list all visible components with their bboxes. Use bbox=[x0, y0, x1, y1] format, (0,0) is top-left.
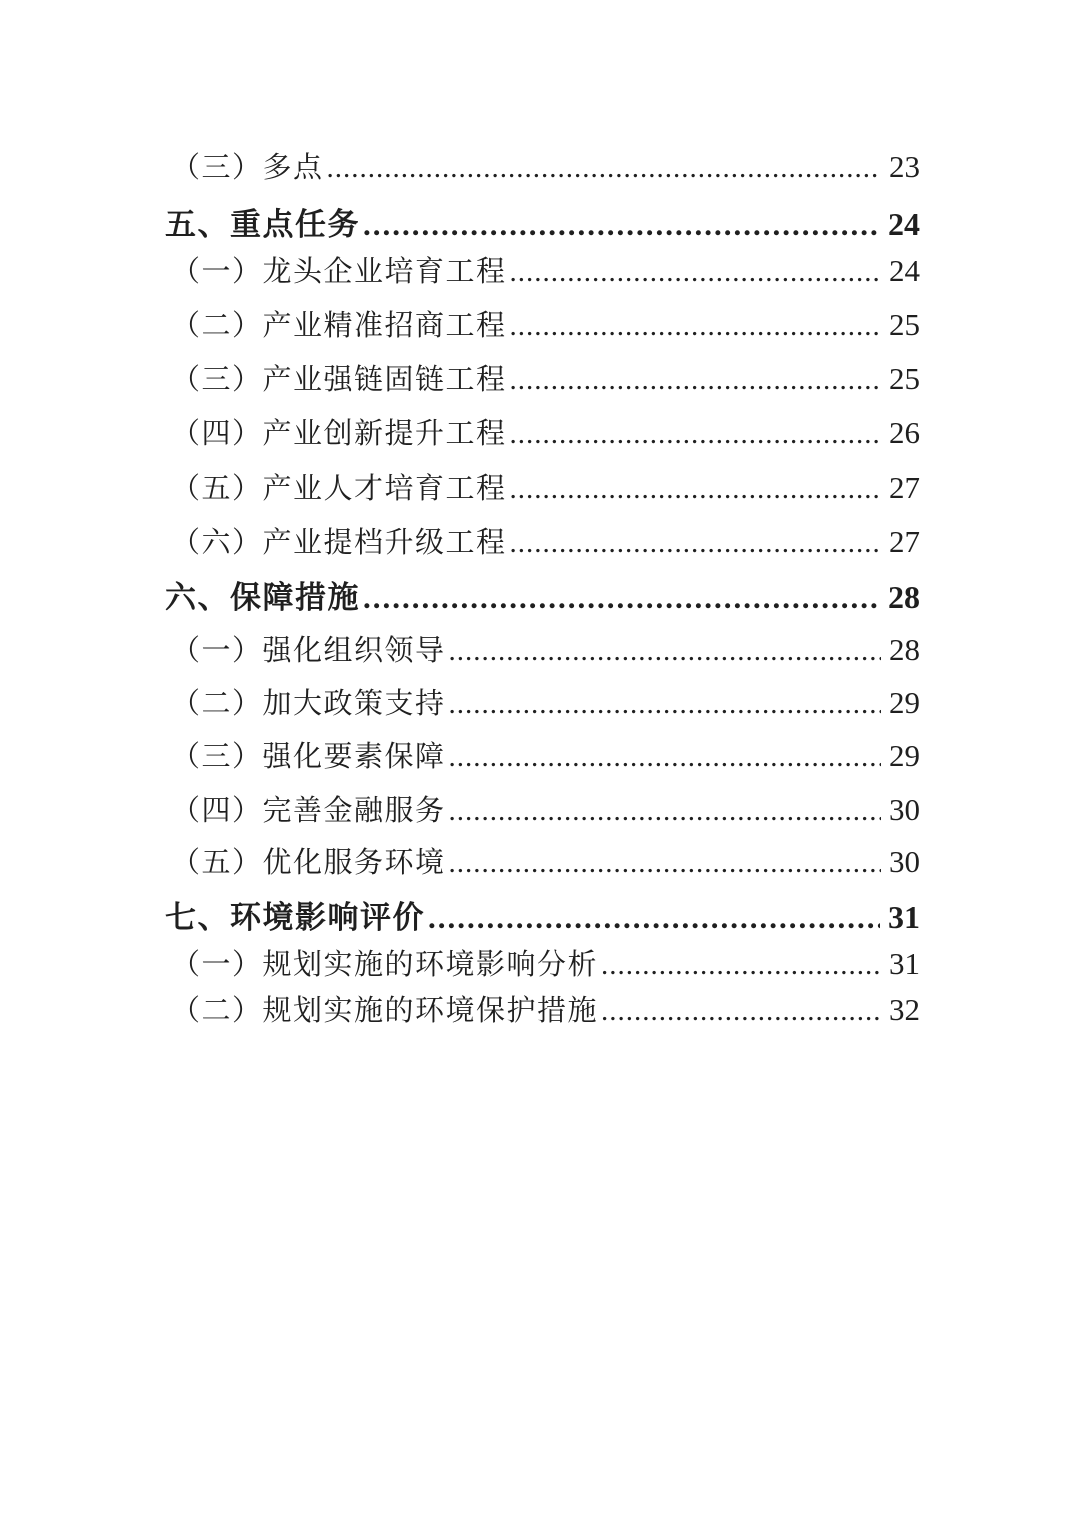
toc-entry-label: （五）产业人才培育工程 bbox=[171, 473, 507, 505]
toc-entry[interactable] bbox=[165, 524, 920, 560]
toc-entry-label: （二）规划实施的环境保护措施 bbox=[171, 995, 599, 1027]
dot-leader bbox=[510, 364, 881, 397]
dot-leader bbox=[363, 580, 880, 616]
toc-entry-page-number: 30 bbox=[889, 844, 920, 879]
toc-entry-label: （二）加大政策支持 bbox=[171, 688, 446, 720]
dot-leader bbox=[510, 473, 881, 506]
dot-leader bbox=[449, 688, 881, 721]
dot-leader bbox=[510, 256, 881, 289]
toc-entry-label: （一）龙头企业培育工程 bbox=[171, 256, 507, 288]
toc-entry-page-number: 29 bbox=[889, 738, 920, 773]
toc-entry-label: （一）强化组织领导 bbox=[171, 635, 446, 667]
toc-entry[interactable] bbox=[165, 415, 920, 451]
toc-entry-label: （三）多点 bbox=[171, 152, 324, 184]
toc-entry[interactable] bbox=[165, 899, 920, 936]
toc-entry[interactable] bbox=[165, 149, 920, 185]
dot-leader bbox=[449, 847, 881, 880]
dot-leader bbox=[510, 527, 881, 560]
toc-entry-label: 六、保障措施 bbox=[165, 580, 360, 615]
toc-entry[interactable] bbox=[165, 470, 920, 506]
toc-entry-page-number: 32 bbox=[889, 992, 920, 1027]
toc-entry-page-number: 25 bbox=[889, 307, 920, 342]
toc-entry-label: （六）产业提档升级工程 bbox=[171, 527, 507, 559]
toc-entry[interactable] bbox=[165, 685, 920, 721]
toc-entry[interactable] bbox=[165, 579, 920, 616]
toc-entry-page-number: 27 bbox=[889, 524, 920, 559]
toc-entry[interactable] bbox=[165, 992, 920, 1028]
toc-entry-label: 七、环境影响评价 bbox=[165, 900, 425, 935]
dot-leader bbox=[363, 207, 880, 243]
dot-leader bbox=[428, 900, 880, 936]
toc-entry-label: （一）规划实施的环境影响分析 bbox=[171, 949, 599, 981]
dot-leader bbox=[327, 152, 881, 185]
toc-entry-page-number: 24 bbox=[888, 206, 920, 242]
toc-entry-label: （二）产业精准招商工程 bbox=[171, 310, 507, 342]
toc-entry-label: （四）完善金融服务 bbox=[171, 795, 446, 827]
toc-entry[interactable] bbox=[165, 738, 920, 774]
toc-entry[interactable] bbox=[165, 792, 920, 828]
dot-leader bbox=[449, 635, 881, 668]
toc-entry[interactable] bbox=[165, 361, 920, 397]
toc-entry-page-number: 25 bbox=[889, 361, 920, 396]
dot-leader bbox=[601, 949, 881, 982]
toc-entry-page-number: 28 bbox=[889, 632, 920, 667]
dot-leader bbox=[449, 741, 881, 774]
toc-entry-page-number: 26 bbox=[889, 415, 920, 450]
toc-entry-page-number: 31 bbox=[889, 946, 920, 981]
toc-entry-label: 五、重点任务 bbox=[165, 207, 360, 242]
toc-entry-label: （三）强化要素保障 bbox=[171, 741, 446, 773]
dot-leader bbox=[510, 418, 881, 451]
toc-entry-page-number: 27 bbox=[889, 470, 920, 505]
toc-entry[interactable] bbox=[165, 206, 920, 243]
toc-entry[interactable] bbox=[165, 307, 920, 343]
toc-entry-page-number: 23 bbox=[889, 149, 920, 184]
toc-entry[interactable] bbox=[165, 253, 920, 289]
toc-entry-page-number: 30 bbox=[889, 792, 920, 827]
dot-leader bbox=[510, 310, 881, 343]
toc-entry[interactable] bbox=[165, 946, 920, 982]
dot-leader bbox=[601, 995, 881, 1028]
toc-entry-page-number: 29 bbox=[889, 685, 920, 720]
toc-entry-page-number: 24 bbox=[889, 253, 920, 288]
toc-entry[interactable] bbox=[165, 632, 920, 668]
toc-entry[interactable] bbox=[165, 844, 920, 880]
toc-entry-label: （三）产业强链固链工程 bbox=[171, 364, 507, 396]
toc-entry-label: （五）优化服务环境 bbox=[171, 847, 446, 879]
dot-leader bbox=[449, 795, 881, 828]
toc-entry-page-number: 28 bbox=[888, 579, 920, 615]
toc-entry-page-number: 31 bbox=[888, 899, 920, 935]
toc-entry-label: （四）产业创新提升工程 bbox=[171, 418, 507, 450]
